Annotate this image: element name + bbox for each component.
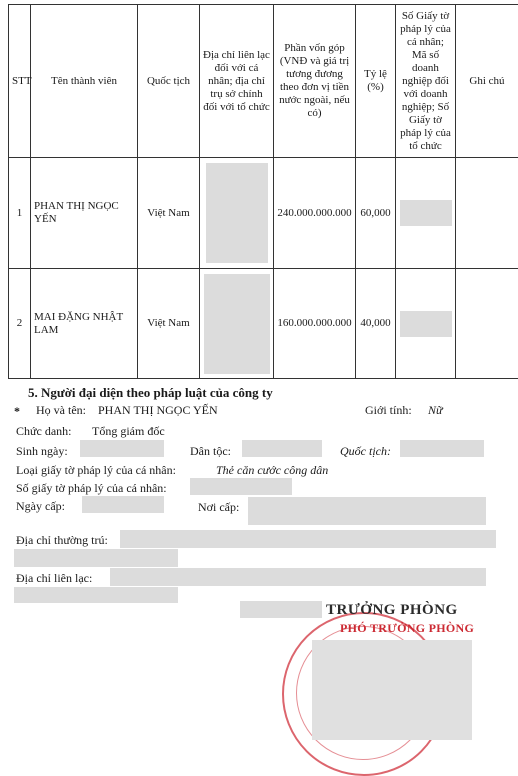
row-member-name: PHAN THỊ NGỌC YẾN	[31, 158, 138, 269]
gender-label: Giới tính:	[365, 403, 412, 418]
redacted-block	[248, 497, 486, 525]
nationality-label: Quốc tịch:	[340, 444, 391, 459]
redacted-block	[242, 440, 322, 457]
table-row	[9, 158, 518, 269]
header-legal-doc: Số Giấy tờ pháp lý của cá nhân; Mã số doanh nghiệp đối với doanh nghiệp; Số Giấy tờ pháp lý của tổ chức	[396, 5, 456, 158]
row-stt: 1	[9, 158, 31, 269]
row-address	[200, 158, 274, 269]
redacted-block	[82, 496, 164, 513]
redacted-block	[206, 163, 268, 263]
redacted-block	[120, 530, 496, 548]
signature-title: TRƯỞNG PHÒNG	[326, 602, 458, 619]
row-nationality: Việt Nam	[138, 158, 200, 269]
issue-date-label: Ngày cấp:	[16, 499, 65, 514]
row-ratio: 60,000	[356, 158, 396, 269]
row-capital: 160.000.000.000	[274, 269, 356, 379]
signature-subtitle: PHÓ TRƯỞNG PHÒNG	[340, 621, 474, 636]
redacted-block	[110, 568, 486, 586]
row-capital: 240.000.000.000	[274, 158, 356, 269]
row-stt: 2	[9, 269, 31, 379]
permanent-address-label: Địa chỉ thường trú:	[16, 533, 108, 548]
ethnicity-label: Dân tộc:	[190, 444, 231, 459]
issue-place-label: Nơi cấp:	[198, 500, 239, 515]
redacted-block	[400, 200, 452, 226]
name-value: PHAN THỊ NGỌC YẾN	[98, 403, 218, 418]
position-label: Chức danh:	[16, 424, 72, 439]
header-nationality: Quốc tịch	[138, 5, 200, 158]
redacted-block	[14, 587, 178, 603]
row-address	[200, 269, 274, 379]
position-value: Tổng giám đốc	[92, 424, 165, 439]
row-legal-doc	[396, 158, 456, 269]
row-note	[456, 269, 518, 379]
doc-type-label: Loại giấy tờ pháp lý của cá nhân:	[16, 463, 176, 478]
redacted-block	[80, 440, 164, 457]
redacted-block	[400, 311, 452, 337]
row-nationality: Việt Nam	[138, 269, 200, 379]
header-stt: STT	[9, 5, 31, 158]
redacted-block	[400, 440, 484, 457]
header-address: Địa chỉ liên lạc đối với cá nhân; địa chỉ trụ sở chính đối với tổ chức	[200, 5, 274, 158]
doc-number-label: Số giấy tờ pháp lý của cá nhân:	[16, 481, 167, 496]
redacted-block	[190, 478, 292, 495]
redacted-block	[240, 601, 322, 618]
redacted-block	[204, 274, 270, 374]
redacted-block	[14, 549, 178, 567]
section-title: 5. Người đại diện theo pháp luật của công ty	[28, 385, 273, 401]
name-label: Họ và tên:	[36, 403, 86, 418]
bullet-star: *	[14, 404, 20, 419]
row-ratio: 40,000	[356, 269, 396, 379]
table-header-row	[9, 5, 518, 158]
members-table	[8, 4, 518, 379]
table-row	[9, 269, 518, 379]
doc-type-value: Thẻ căn cước công dân	[216, 463, 328, 478]
dob-label: Sinh ngày:	[16, 444, 68, 459]
header-note: Ghi chú	[456, 5, 518, 158]
row-member-name: MAI ĐẶNG NHẬT LAM	[31, 269, 138, 379]
header-capital: Phần vốn góp (VNĐ và giá trị tương đương theo đơn vị tiền nước ngoài, nếu có)	[274, 5, 356, 158]
redacted-signature	[312, 640, 472, 740]
header-ratio: Tỷ lệ (%)	[356, 5, 396, 158]
gender-value: Nữ	[428, 403, 443, 418]
header-member-name: Tên thành viên	[31, 5, 138, 158]
contact-address-label: Địa chỉ liên lạc:	[16, 571, 92, 586]
row-legal-doc	[396, 269, 456, 379]
row-note	[456, 158, 518, 269]
